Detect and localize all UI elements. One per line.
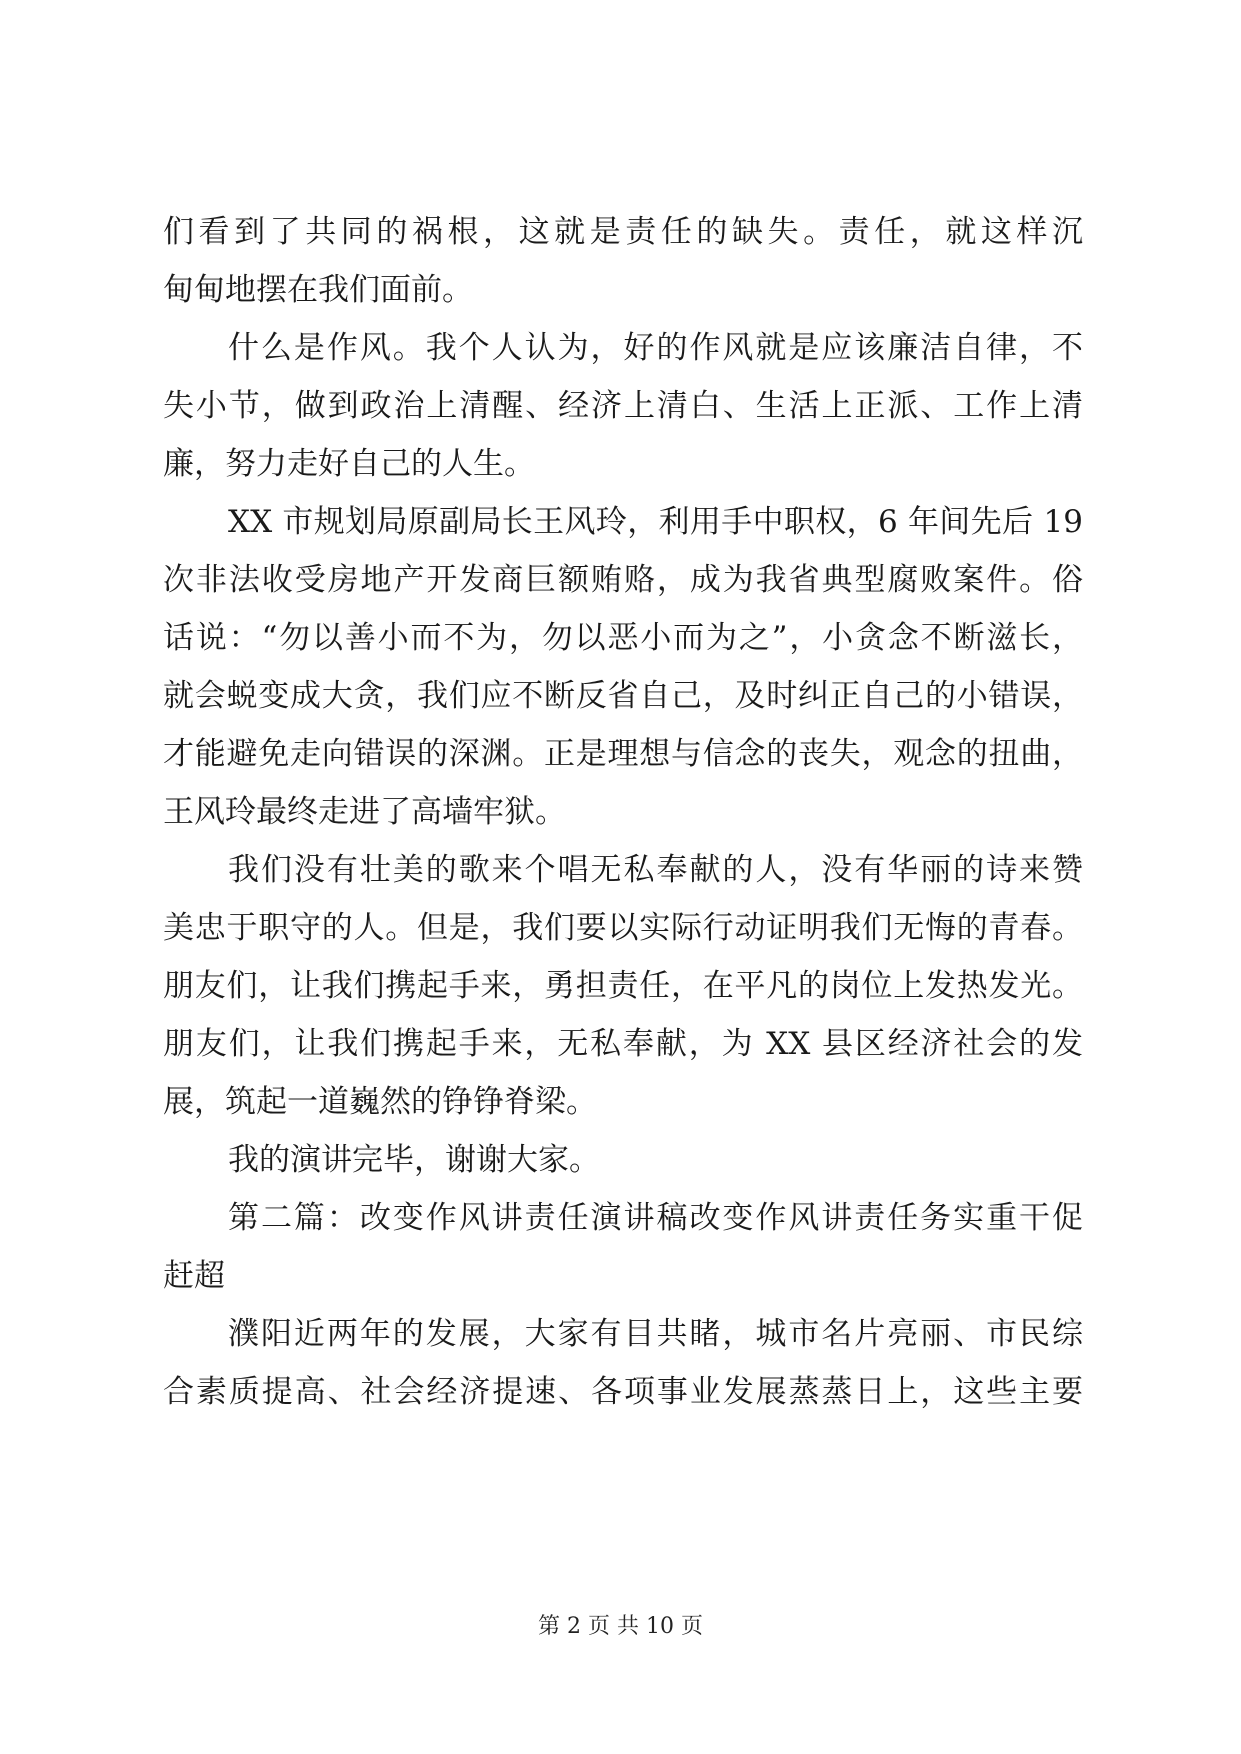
text-line: 合素质提高、社会经济提速、各项事业发展蒸蒸日上，这些主要 (163, 1374, 1083, 1410)
text-line: 次非法收受房地产开发商巨额贿赂，成为我省典型腐败案件。俗 (163, 562, 1083, 598)
section-heading-line: 赶超 (163, 1258, 225, 1294)
text-line: 廉，努力走好自己的人生。 (163, 446, 535, 482)
paragraph-first-line: 我的演讲完毕，谢谢大家。 (228, 1142, 600, 1178)
text-line: 展，筑起一道巍然的铮铮脊梁。 (163, 1084, 597, 1120)
text-line: 们看到了共同的祸根，这就是责任的缺失。责任，就这样沉 (163, 214, 1083, 250)
text-line: 就会蜕变成大贪，我们应不断反省自己，及时纠正自己的小错误， (163, 678, 1083, 714)
text-line: 美忠于职守的人。但是，我们要以实际行动证明我们无悔的青春。 (163, 910, 1083, 946)
text-line: 王风玲最终走进了高墙牢狱。 (163, 794, 566, 830)
text-line: 才能避免走向错误的深渊。正是理想与信念的丧失，观念的扭曲， (163, 736, 1083, 772)
text-line: 话说：“勿以善小而不为，勿以恶小而为之”，小贪念不断滋长， (163, 620, 1083, 656)
text-line: 甸甸地摆在我们面前。 (163, 272, 473, 308)
paragraph-first-line: 我们没有壮美的歌来个唱无私奉献的人，没有华丽的诗来赞 (228, 852, 1083, 888)
page-number-footer: 第 2 页 共 10 页 (538, 1614, 703, 1639)
paragraph-first-line: 什么是作风。我个人认为，好的作风就是应该廉洁自律，不 (228, 330, 1083, 366)
text-line: 失小节，做到政治上清醒、经济上清白、生活上正派、工作上清 (163, 388, 1083, 424)
paragraph-first-line: XX 市规划局原副局长王风玲，利用手中职权，6 年间先后 19 (228, 504, 1083, 540)
text-line: 朋友们，让我们携起手来，勇担责任，在平凡的岗位上发热发光。 (163, 968, 1083, 1004)
text-line: 朋友们，让我们携起手来，无私奉献，为 XX 县区经济社会的发 (163, 1026, 1083, 1062)
section-heading-line: 第二篇：改变作风讲责任演讲稿改变作风讲责任务实重干促 (228, 1200, 1083, 1236)
paragraph-first-line: 濮阳近两年的发展，大家有目共睹，城市名片亮丽、市民综 (228, 1316, 1083, 1352)
